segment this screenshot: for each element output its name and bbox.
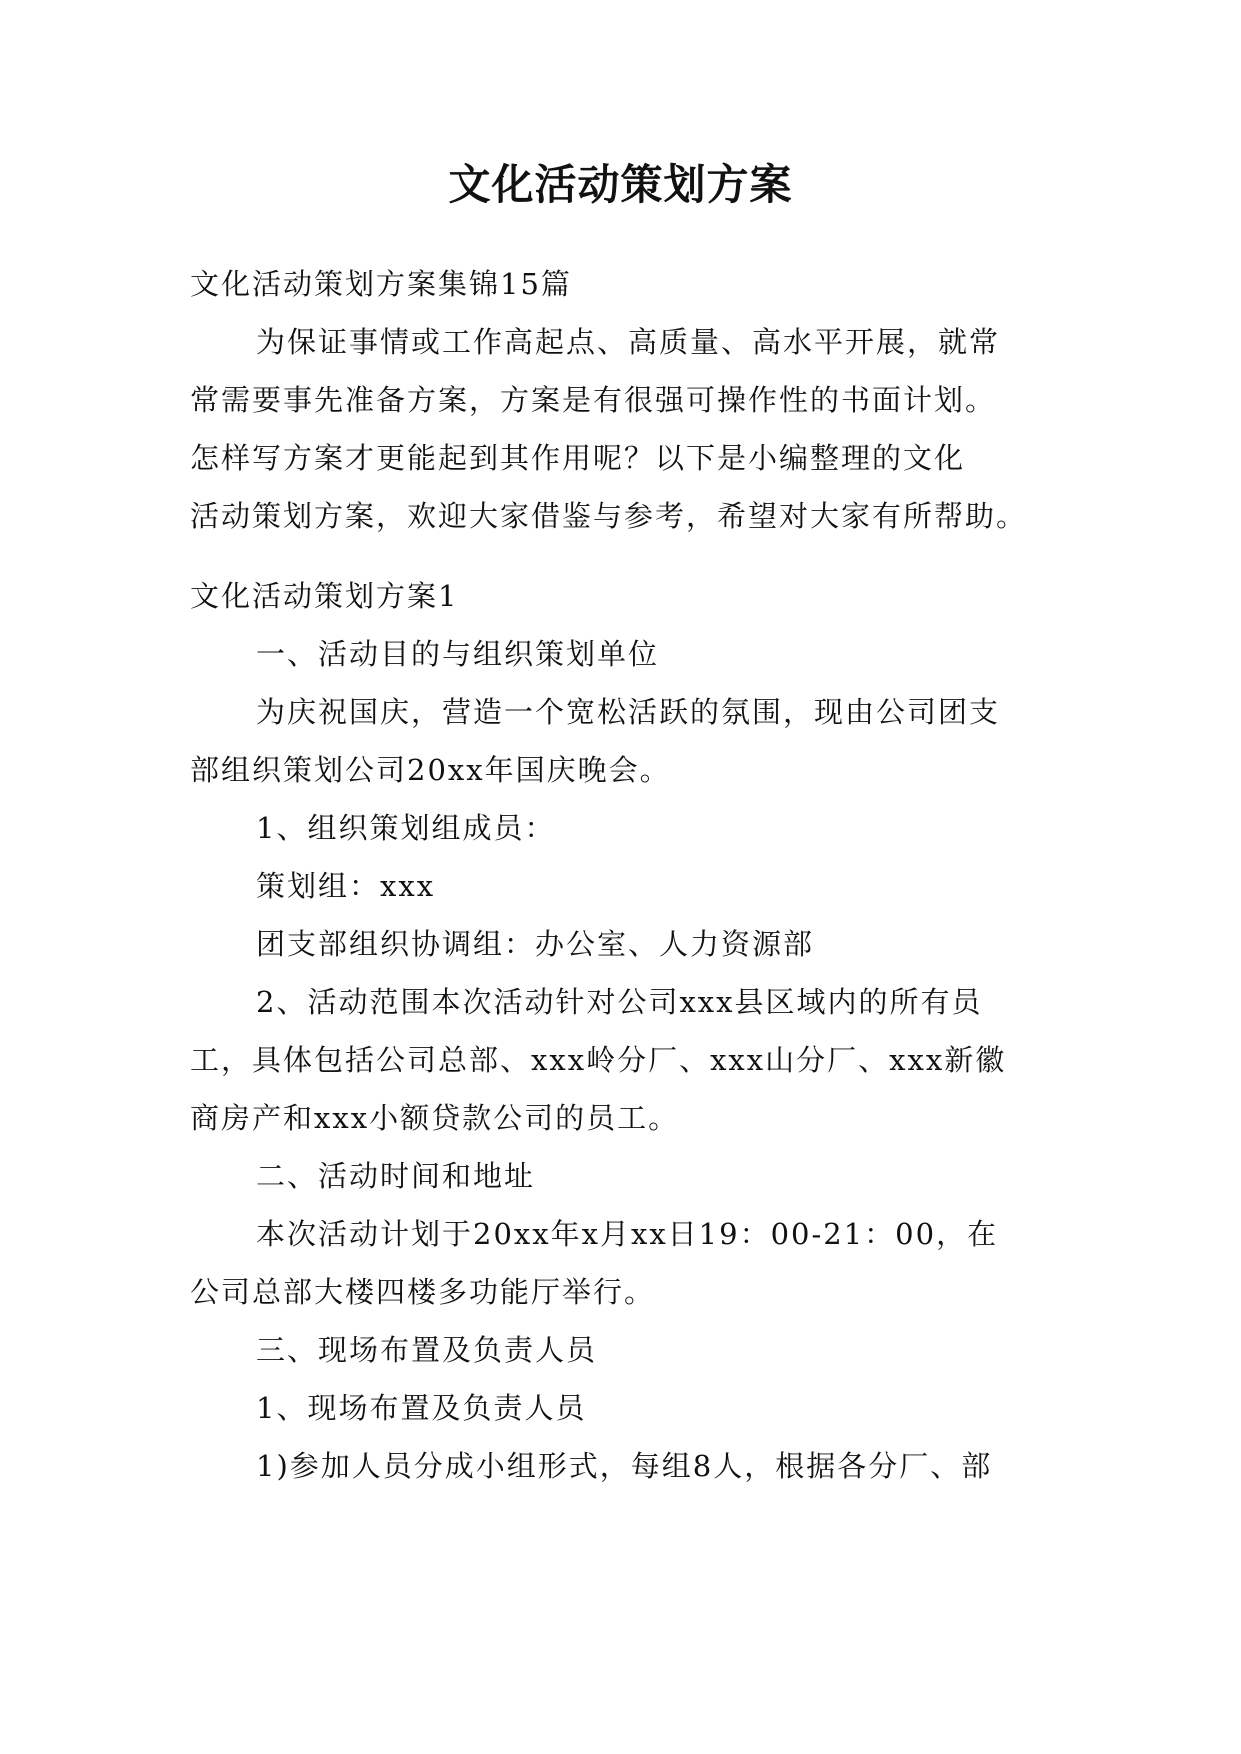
intro-section xyxy=(190,255,1070,545)
body-line: 为庆祝国庆，营造一个宽松活跃的氛围，现由公司团支 xyxy=(256,695,1001,729)
intro-line: 常需要事先准备方案，方案是有很强可操作性的书面计划。 xyxy=(190,383,997,417)
body-line: 工，具体包括公司总部、xxx岭分厂、xxx山分厂、xxx新徽 xyxy=(190,1043,1007,1077)
intro-line: 为保证事情或工作高起点、高质量、高水平开展，就常 xyxy=(256,325,1001,359)
intro-line: 活动策划方案，欢迎大家借鉴与参考，希望对大家有所帮助。 xyxy=(190,499,1028,533)
section-1 xyxy=(190,567,1070,1495)
section-heading: 文化活动策划方案1 xyxy=(190,579,459,613)
intro-line: 怎样写方案才更能起到其作用呢？以下是小编整理的文化 xyxy=(190,441,966,475)
collection-heading: 文化活动策划方案集锦15篇 xyxy=(190,267,572,301)
document-title: 文化活动策划方案 xyxy=(448,160,793,209)
section-subheading: 一、活动目的与组织策划单位 xyxy=(256,637,660,671)
body-line: 部组织策划公司20xx年国庆晚会。 xyxy=(190,753,671,787)
body-line: 团支部组织协调组：办公室、人力资源部 xyxy=(256,927,815,961)
body-line: 商房产和xxx小额贷款公司的员工。 xyxy=(190,1101,680,1135)
body-line: 2、活动范围本次活动针对公司xxx县区域内的所有员 xyxy=(256,985,983,1019)
body-line: 公司总部大楼四楼多功能厅举行。 xyxy=(190,1275,656,1309)
section-subheading: 三、现场布置及负责人员 xyxy=(256,1333,598,1367)
body-line: 1、现场布置及负责人员 xyxy=(256,1391,587,1425)
body-line: 1、组织策划组成员： xyxy=(256,811,556,845)
body-line: 1)参加人员分成小组形式，每组8人，根据各分厂、部 xyxy=(256,1449,993,1483)
section-subheading: 二、活动时间和地址 xyxy=(256,1159,536,1193)
body-line: 策划组：xxx xyxy=(256,869,436,903)
body-line: 本次活动计划于20xx年x月xx日19：00-21：00，在 xyxy=(256,1217,999,1251)
